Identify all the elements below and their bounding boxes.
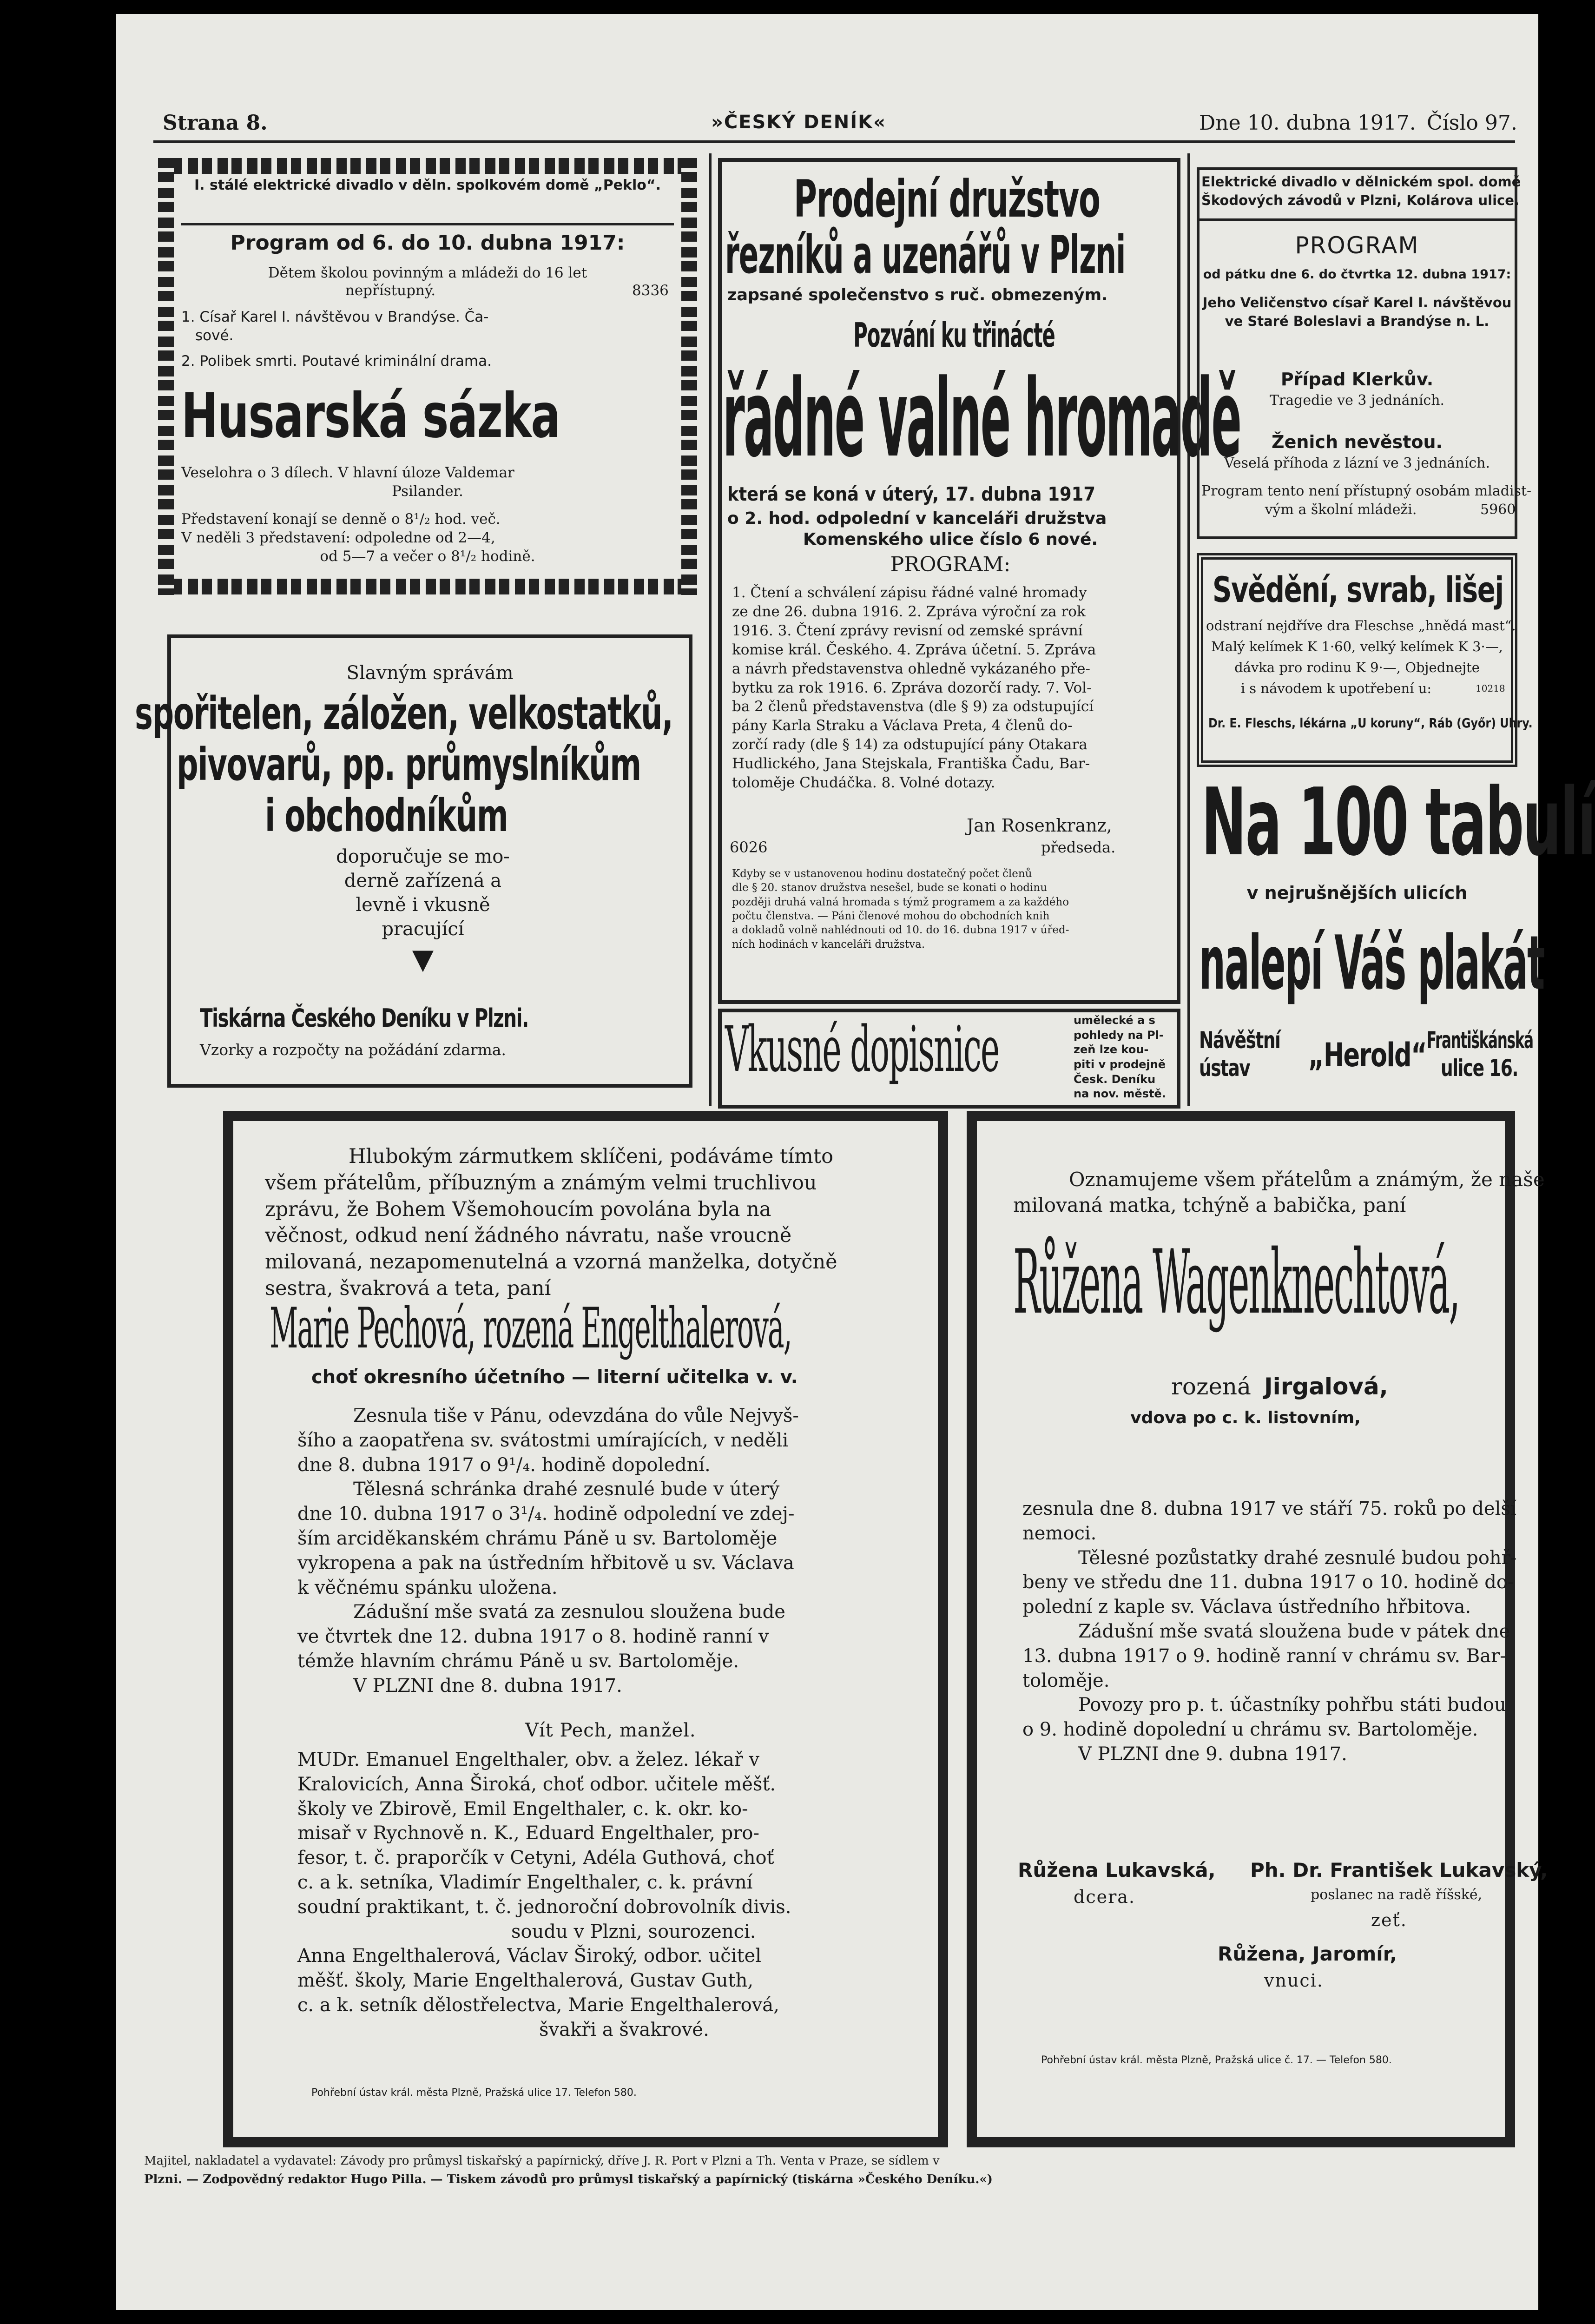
- ad-text-2: derně zařízená a: [344, 870, 502, 891]
- ornament-border-bottom: [158, 579, 697, 594]
- family-line: soudní praktikant, t. č. jednoroční dobrovolník divis.: [297, 1896, 791, 1918]
- program-item-1: 1. Císař Karel I. návštěvou v Brandýse. Ča-: [181, 309, 489, 325]
- program-line: komise král. Českého. 4. Zpráva účetní. 5. Zpráva: [732, 641, 1096, 658]
- body-line: ším arciděkanském chrámu Páně u sv. Bartoloměje: [297, 1527, 778, 1549]
- notice-1: Program tento není přístupný osobám mladist-: [1201, 483, 1532, 499]
- body-line: 13. dubna 1917 o 9. hodině ranní v chrámu sv. Bar-: [1022, 1645, 1506, 1667]
- program-line: zorčí rady (dle § 14) za odstupující pány Otakara: [732, 736, 1088, 753]
- body-line: o 9. hodině dopolední u chrámu sv. Bartoloměje.: [1022, 1719, 1478, 1741]
- note-line: Kdyby se v ustanovenou hodinu dostatečný počet členů: [732, 868, 1032, 880]
- intro-line: zprávu, že Bohem Všemohoucím povolána byla na: [265, 1197, 771, 1221]
- intro-line: sestra, švakrová a teta, paní: [265, 1276, 551, 1300]
- deceased-name: Marie Pechová, rozená Engelthalerová,: [270, 1296, 791, 1361]
- butchers-line6: která se koná v úterý, 17. dubna 1917: [727, 483, 1096, 505]
- born-prefix: rozená: [1171, 1373, 1251, 1400]
- signer-grandchildren-role: vnuci.: [1264, 1970, 1324, 1991]
- body-line: Tělesné pozůstatky drahé zesnulé budou pohř-: [1078, 1547, 1517, 1569]
- obit-body: [297, 1404, 799, 1698]
- program-line: Hudlického, Jana Stejskala, Františka Čadu, Bar-: [732, 755, 1090, 772]
- herold-name: „Herold“: [1308, 1036, 1427, 1074]
- butchers-line5: řádné valné hromadě: [723, 357, 1241, 481]
- herold-right-1: Františkánská: [1427, 1027, 1533, 1054]
- herold-line1: Na 100 tabulí: [1201, 768, 1595, 877]
- body-line: dne 8. dubna 1917 o 9¹/₄. hodině dopolední.: [297, 1454, 711, 1476]
- audience-3: i obchodníkům: [265, 790, 508, 842]
- feature-title: Husarská sázka: [181, 380, 560, 452]
- age-notice-2: nepřístupný.: [345, 282, 436, 299]
- body-line: vykropena a pak na ústředním hřbitově u sv. Václava: [297, 1552, 794, 1574]
- widow-of: vdova po c. k. listovním,: [1130, 1408, 1361, 1427]
- signer-daughter: Růžena Lukavská,: [1018, 1859, 1216, 1882]
- herold-line2: v nejrušnějších ulicích: [1246, 883, 1468, 903]
- family-line: c. a k. setník dělostřelectva, Marie Engelthalerová,: [297, 1994, 779, 2016]
- family-line: Anna Engelthalerová, Václav Široký, odbor. učitel: [297, 1945, 762, 1967]
- ointment-text-3: dávka pro rodinu K 9·—, Objednejte: [1234, 660, 1480, 675]
- postcards-title: Vkusné dopisnice: [725, 1013, 999, 1086]
- herold-line3: nalepí Váš plakát: [1199, 919, 1544, 1006]
- butchers-line1: Prodejní družstvo: [794, 169, 1100, 229]
- program-line: ze dne 26. dubna 1916. 2. Zpráva výroční za rok: [732, 603, 1086, 620]
- issue-number: Číslo 97.: [1427, 111, 1517, 135]
- program-line: pány Karla Straku a Václava Preta, 4 členů do-: [732, 717, 1073, 734]
- butchers-line2: řezníků a uzenářů v Plzni: [725, 225, 1126, 285]
- newspaper-page: [116, 14, 1595, 2310]
- funeral-service: Pohřební ústav král. města Plzně, Pražská ulice 17. Telefon 580.: [311, 2087, 637, 2099]
- imprint-2: Plzni. — Zodpovědný redaktor Hugo Pilla. — Tiskem závodů pro průmysl tiskařský a papírnický (tiskárna »Českého Deníku.«): [144, 2172, 993, 2186]
- item-1b: ve Staré Boleslavi a Brandýse n. L.: [1225, 313, 1490, 329]
- signer-daughter-role: dcera.: [1074, 1887, 1135, 1907]
- body-line: polední z kaple sv. Václava ústředního hřbitova.: [1022, 1596, 1471, 1618]
- ad-text-3: levně i vkusně: [356, 894, 490, 916]
- program-line: 1. Čtení a schválení zápisu řádné valné hromady: [732, 584, 1087, 601]
- info-line: na nov. městě.: [1074, 1087, 1166, 1101]
- family-line: misař v Rychnově n. K., Eduard Engelthaler, pro-: [297, 1822, 759, 1844]
- header-date: Dne 10. dubna 1917.: [1199, 111, 1416, 135]
- body-line: Povozy pro p. t. účastníky pohřbu státi budou: [1078, 1694, 1506, 1716]
- shows-2: V neděli 3 představení: odpoledne od 2—4,: [181, 529, 495, 546]
- ointment-text-4: i s návodem k upotřebení u:: [1240, 680, 1432, 696]
- ornament-border-left: [158, 158, 174, 595]
- obit-intro: [265, 1143, 837, 1302]
- family-line: soudu v Plzni, sourozenci.: [511, 1921, 756, 1942]
- intro-line: milovaná matka, tchýně a babička, paní: [1013, 1194, 1406, 1217]
- program-heading: PROGRAM:: [890, 553, 1011, 576]
- deceased-title: choť okresního účetního — literní učitelka v. v.: [311, 1367, 798, 1388]
- info-line: piti v prodejně: [1074, 1058, 1166, 1071]
- arrow-down-icon: ▼: [412, 943, 434, 976]
- body-line: šího a zaopatřena sv. svátostmi umírajících, v neděli: [297, 1429, 789, 1451]
- header-rule: [153, 140, 1515, 143]
- film-2: Ženich nevěstou.: [1272, 432, 1443, 452]
- family-line: MUDr. Emanuel Engelthaler, obv. a želez. lékař v: [297, 1749, 760, 1770]
- signer-grandchildren: Růžena, Jaromír,: [1218, 1942, 1397, 1965]
- intro-line: Hlubokým zármutkem sklíčeni, podáváme tímto: [349, 1145, 834, 1168]
- note-line: dle § 20. stanov družstva nesešel, bude se konati o hodinu: [732, 882, 1048, 894]
- intro-line: Oznamujeme všem přátelům a známým, že naše: [1069, 1168, 1545, 1191]
- program-item-2: 2. Polibek smrti. Poutavé kriminální drama.: [181, 353, 492, 370]
- page-number: Strana 8.: [163, 111, 268, 135]
- note-line: počtu členstva. — Páni členové mohou do obchodních knih: [732, 910, 1050, 923]
- masthead: »ČESKÝ DENÍK«: [711, 112, 886, 133]
- program-body: [732, 583, 1096, 792]
- chair-name: Jan Rosenkranz,: [967, 815, 1112, 836]
- info-line: Česk. Deníku: [1074, 1072, 1156, 1086]
- butchers-line3: zapsané společenstvo s ruč. obmezeným.: [727, 286, 1108, 304]
- butchers-line4: Pozvání ku třinácté: [853, 316, 1055, 355]
- ornament-border-right: [681, 158, 697, 595]
- postcards-info: [1074, 1013, 1166, 1102]
- program-line: bytku za rok 1916. 6. Zpráva dozorčí rady. 7. Vol-: [732, 679, 1092, 696]
- family-line: školy ve Zbirově, Emil Engelthaler, c. k. okr. ko-: [297, 1798, 748, 1820]
- program-line: a návrh představenstva ohledně vykázaného pře-: [732, 660, 1090, 677]
- film-1-desc: Tragedie ve 3 jednáních.: [1269, 392, 1445, 409]
- body-line: dne 10. dubna 1917 o 3¹/₄. hodině odpolední ve zdej-: [297, 1503, 795, 1525]
- intro-line: milovaná, nezapomenutelná a vzorná manželka, dotyčně: [265, 1250, 837, 1274]
- ointment-text-2: Malý kelímek K 1·60, velký kelímek K 3·—,: [1211, 639, 1503, 654]
- funeral-service: Pohřební ústav král. města Plzně, Pražská ulice č. 17. — Telefon 580.: [1041, 2054, 1392, 2066]
- program-heading: PROGRAM: [1295, 232, 1419, 259]
- ad-code: 10218: [1476, 683, 1505, 694]
- intro-line: věčnost, odkud není žádného návratu, naše vroucně: [265, 1224, 792, 1248]
- program-item-1b: sové.: [195, 327, 234, 344]
- print-shop-name: Tiskárna Českého Deníku v Plzni.: [200, 1004, 528, 1033]
- body-line: Zádušní mše svatá sloužena bude v pátek dne: [1078, 1620, 1510, 1642]
- age-notice-1: Dětem školou povinným a mládeži do 16 let: [268, 264, 587, 281]
- family-list: [297, 1748, 791, 2042]
- note-line: ních hodinách v kanceláři družstva.: [732, 938, 925, 951]
- intro-line: všem přátelům, příbuzným a známým velmi truchlivou: [265, 1171, 817, 1195]
- herold-left-1: Návěštní: [1199, 1027, 1280, 1054]
- body-line: Tělesná schránka drahé zesnulé bude v úterý: [353, 1479, 780, 1500]
- family-line: švakři a švakrové.: [539, 2019, 709, 2040]
- body-line: V PLZNI dne 9. dubna 1917.: [1078, 1743, 1347, 1765]
- chair-role: předseda.: [1041, 838, 1116, 856]
- body-line: V PLZNI dne 8. dubna 1917.: [353, 1675, 622, 1697]
- signer-son-in-law-role1: poslanec na radě říšské,: [1311, 1887, 1483, 1903]
- signer-son-in-law-role2: zeť.: [1371, 1910, 1407, 1930]
- venue-2: Škodových závodů v Plzni, Kolárova ulice.: [1201, 192, 1519, 208]
- body-line: zesnula dne 8. dubna 1917 ve stáří 75. roků po delší: [1022, 1498, 1516, 1519]
- program-line: ba 2 členů představenstva (dle § 9) za odstupující: [732, 698, 1094, 715]
- body-line: nemoci.: [1022, 1522, 1097, 1544]
- ad-text-1: doporučuje se mo-: [336, 846, 510, 867]
- film-1: Případ Klerkův.: [1280, 369, 1434, 390]
- notice-2: vým a školní mládeži.: [1265, 502, 1417, 518]
- signer: Vít Pech, manžel.: [525, 1720, 696, 1741]
- feature-desc-2: Psilander.: [392, 483, 463, 500]
- family-line: fesor, t. č. praporčík v Cetyni, Adéla Guthová, choť: [297, 1847, 774, 1869]
- program-line: 1916. 3. Čtení zprávy revisní od zemské správní: [732, 622, 1083, 639]
- column-rule-right: [1187, 153, 1190, 1106]
- item-1a: Jeho Veličenstvo císař Karel I. návštěvou: [1202, 295, 1512, 310]
- body-line: ve čtvrtek dne 12. dubna 1917 o 8. hodině ranní v: [297, 1626, 769, 1648]
- ad-code: 6026: [730, 838, 768, 856]
- program-dates: od pátku dne 6. do čtvrtka 12. dubna 1917:: [1203, 267, 1511, 282]
- body-line: toloměje.: [1022, 1670, 1110, 1691]
- family-line: měšť. školy, Marie Engelthalerová, Gustav Guth,: [297, 1970, 754, 1992]
- ointment-title: Svědění, svrab, lišej: [1212, 569, 1503, 610]
- butchers-line7a: o 2. hod. odpolední v kanceláři družstva: [727, 509, 1107, 528]
- family-line: c. a k. setníka, Vladimír Engelthaler, c. k. právní: [297, 1871, 753, 1893]
- obit-body: [1022, 1497, 1516, 1767]
- note-line: později druhá valná hromada s týmž programem a za každého: [732, 896, 1069, 908]
- info-line: umělecké a s: [1074, 1014, 1155, 1027]
- cinema-venue: I. stálé elektrické divadlo v děln. spolkovém domě „Peklo“.: [194, 177, 661, 193]
- body-line: témže hlavním chrámu Páně u sv. Bartoloměje.: [297, 1650, 739, 1672]
- imprint-1: Majitel, nakladatel a vydavatel: Závody pro průmysl tiskařský a papírnický, dříve J. R. Port v Plzni a Th. Venta v Praze, se sídlem v: [144, 2154, 940, 2168]
- ornament-border-top: [158, 158, 697, 174]
- note-line: a dokladů volně nahlédnouti od 10. do 16. dubna 1917 v úřed-: [732, 924, 1069, 937]
- body-line: Zádušní mše svatá za zesnulou sloužena bude: [353, 1601, 785, 1623]
- body-line: Zesnula tiše v Pánu, odevzdána do vůle Nejvyš-: [353, 1405, 799, 1426]
- family-line: Kralovicích, Anna Široká, choť odbor. učitele měšť.: [297, 1773, 776, 1795]
- print-shop-footer: Vzorky a rozpočty na požádání zdarma.: [200, 1041, 507, 1059]
- venue-1: Elektrické divadlo v dělnickém spol. domě: [1201, 174, 1521, 190]
- ad-code: 5960: [1480, 502, 1516, 518]
- herold-left-2: ústav: [1199, 1055, 1250, 1082]
- butchers-line7b: Komenského ulice číslo 6 nové.: [803, 530, 1098, 549]
- audience-2: pivovarů, pp. průmyslníkům: [177, 739, 641, 791]
- maiden-name: Jirgalová,: [1264, 1373, 1388, 1400]
- shows-3: od 5—7 a večer o 8¹/₂ hodině.: [320, 548, 535, 565]
- film-2-desc: Veselá příhoda z lázní ve 3 jednáních.: [1224, 455, 1490, 471]
- info-line: pohledy na Pl-: [1074, 1028, 1164, 1042]
- quorum-note: [732, 867, 1069, 951]
- herold-right-2: ulice 16.: [1441, 1055, 1518, 1082]
- info-line: zeň lze kou-: [1074, 1043, 1149, 1056]
- divider: [181, 223, 674, 225]
- feature-desc-1: Veselohra o 3 dílech. V hlavní úloze Valdemar: [181, 464, 514, 481]
- greeting: Slavným správám: [346, 662, 514, 684]
- body-line: k věčnému spánku uložena.: [297, 1577, 558, 1598]
- pharmacy-address: Dr. E. Fleschs, lékárna „U koruny“, Ráb (Győr) Uhry.: [1208, 715, 1533, 731]
- obit-intro: [1013, 1167, 1545, 1218]
- ointment-text-1: odstraní nejdříve dra Fleschse „hnědá mast“.: [1206, 618, 1516, 634]
- column-rule-left: [709, 153, 712, 1106]
- signer-son-in-law: Ph. Dr. František Lukavský,: [1250, 1859, 1548, 1882]
- audience-1: spořitelen, záložen, velkostatků,: [135, 687, 673, 739]
- program-title: Program od 6. do 10. dubna 1917:: [230, 231, 625, 255]
- ad-text-4: pracující: [382, 918, 464, 940]
- body-line: beny ve středu dne 11. dubna 1917 o 10. hodině do-: [1022, 1571, 1514, 1593]
- shows-1: Představení konají se denně o 8¹/₂ hod. več.: [181, 511, 501, 528]
- ad-code: 8336: [632, 282, 669, 299]
- program-line: toloměje Chudáčka. 8. Volné dotazy.: [732, 774, 995, 792]
- divider: [1197, 218, 1517, 221]
- deceased-name: Růžena Wagenknechtová,: [1013, 1231, 1459, 1334]
